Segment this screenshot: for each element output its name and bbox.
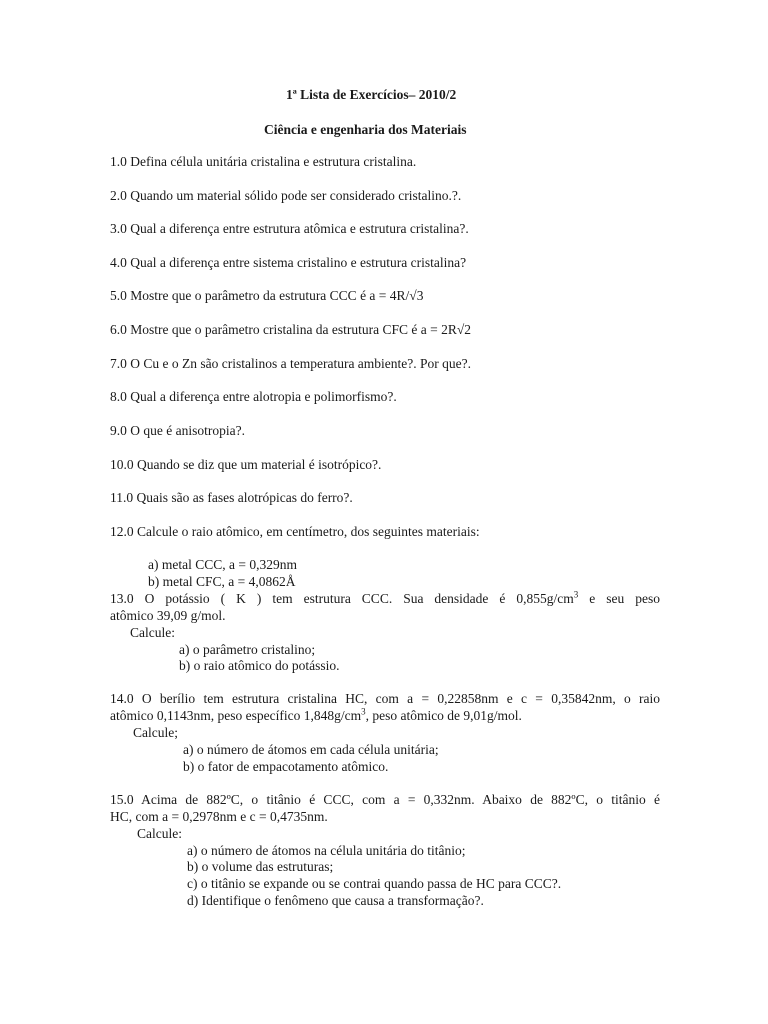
- question-13-line-2: atômico 39,09 g/mol.: [110, 608, 226, 623]
- question-3: 3.0 Qual a diferença entre estrutura atômica e estrutura cristalina?.: [110, 221, 469, 236]
- question-14-line-2: atômico 0,1143nm, peso específico $1,848g/cm^3$, peso atômico de 9,01g/mol.: [110, 706, 522, 723]
- question-5: 5.0 Mostre que o parâmetro da estrutura CCC é a = 4R/√3: [110, 288, 424, 303]
- question-15-line-1: 15.0 Acima de 882ºC, o titânio é CCC, com a = 0,332nm. Abaixo de 882ºC, o titânio é: [110, 792, 660, 807]
- question-15-line-2: HC, com a = 0,2978nm e c = 0,4735nm.: [110, 809, 328, 824]
- question-14-line-1: 14.0 O berílio tem estrutura cristalina HC, com a = 0,22858nm e c = 0,35842nm, o raio: [110, 691, 660, 706]
- question-4: 4.0 Qual a diferença entre sistema cristalino e estrutura cristalina?: [110, 255, 467, 270]
- question-15-item-d: d) Identifique o fenômeno que causa a transformação?.: [187, 893, 484, 908]
- question-9: 9.0 O que é anisotropia?.: [110, 423, 245, 438]
- question-15-item-c: c) o titânio se expande ou se contrai quando passa de HC para CCC?.: [187, 876, 562, 891]
- question-15-calculate: Calcule:: [137, 826, 182, 841]
- question-10: 10.0 Quando se diz que um material é isotrópico?.: [110, 457, 382, 472]
- question-15-item-a: a) o número de átomos na célula unitária do titânio;: [187, 843, 466, 858]
- question-7: 7.0 O Cu e o Zn são cristalinos a temperatura ambiente?. Por que?.: [110, 356, 472, 371]
- question-14-item-b: b) o fator de empacotamento atômico.: [183, 759, 389, 774]
- document-title: 1ª Lista de Exercícios– 2010/2: [286, 87, 457, 102]
- question-2: 2.0 Quando um material sólido pode ser considerado cristalino.?.: [110, 188, 462, 203]
- document-subtitle: Ciência e engenharia dos Materiais: [264, 122, 467, 137]
- question-15-item-b: b) o volume das estruturas;: [187, 859, 334, 874]
- question-1: 1.0 Defina célula unitária cristalina e estrutura cristalina.: [110, 154, 417, 169]
- question-13-item-a: a) o parâmetro cristalino;: [179, 642, 316, 657]
- question-14-item-a: a) o número de átomos em cada célula unitária;: [183, 742, 439, 757]
- question-12-item-b: b) metal CFC, a = 4,0862Å: [148, 574, 296, 589]
- question-12: 12.0 Calcule o raio atômico, em centímetro, dos seguintes materiais:: [110, 524, 480, 539]
- question-14-calculate: Calcule;: [133, 725, 178, 740]
- question-11: 11.0 Quais são as fases alotrópicas do ferro?.: [110, 490, 353, 505]
- question-13-calculate: Calcule:: [130, 625, 175, 640]
- question-8: 8.0 Qual a diferença entre alotropia e polimorfismo?.: [110, 389, 397, 404]
- question-12-item-a: a) metal CCC, a = 0,329nm: [148, 557, 297, 572]
- question-13-line-1: 13.0 O potássio ( K ) tem estrutura CCC. Sua densidade é $0,855g/cm^3$ e seu peso: [110, 589, 661, 606]
- question-6: 6.0 Mostre que o parâmetro cristalina da estrutura CFC é a = 2R√2: [110, 322, 472, 337]
- question-13-item-b: b) o raio atômico do potássio.: [179, 658, 340, 673]
